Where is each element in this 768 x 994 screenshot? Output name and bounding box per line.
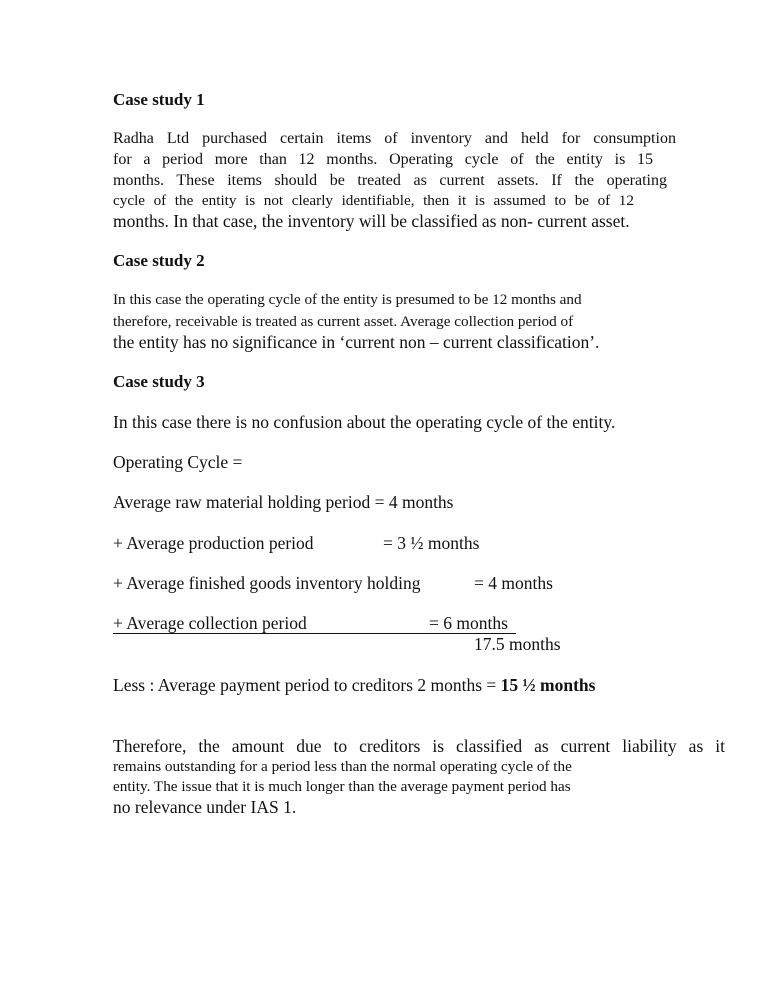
finished-goods-value: = 4 months (474, 573, 553, 593)
less-payment-period-label: Less : Average payment period to creditors 2 months = (113, 675, 501, 695)
case-study-1-line-4: cycle of the entity is not clearly identifiable, then it is assumed to be of 12 (113, 192, 634, 209)
collection-period-value: = 6 months (429, 613, 508, 633)
sum-underline (113, 633, 516, 634)
conclusion-line-4: no relevance under IAS 1. (113, 797, 297, 817)
word: certain (280, 130, 324, 147)
word: held (521, 130, 549, 147)
case-study-1-line-3: months. These items should be treated as current assets. If the operating (113, 172, 667, 189)
conclusion-line-1: Therefore, the amount due to creditors is classified as current liability as it (113, 736, 725, 756)
case-study-2-line-2: therefore, receivable is treated as current asset. Average collection period of (113, 313, 574, 330)
case-study-2-line-1: In this case the operating cycle of the entity is presumed to be 12 months and (113, 291, 582, 308)
finished-goods-label: + Average finished goods inventory holding (113, 573, 421, 593)
case-study-1-line-5: months. In that case, the inventory will be classified as non- current asset. (113, 211, 630, 231)
operating-cycle-total: 17.5 months (474, 634, 561, 654)
production-period-label: + Average production period (113, 533, 314, 553)
production-period-value: = 3 ½ months (383, 533, 480, 553)
case-study-3-heading: Case study 3 (113, 372, 205, 391)
collection-period-label: + Average collection period (113, 613, 307, 633)
case-study-2-line-3: the entity has no significance in ‘current non – current classification’. (113, 332, 600, 352)
word: items (336, 130, 372, 147)
less-payment-period-row (113, 675, 595, 696)
case-study-3-intro: In this case there is no confusion about the operating cycle of the entity. (113, 412, 616, 432)
case-study-1-line-2: for a period more than 12 months. Operating cycle of the entity is 15 (113, 151, 653, 168)
conclusion-line-2: remains outstanding for a period less than the normal operating cycle of the (113, 758, 572, 775)
word: and (484, 130, 509, 147)
net-operating-cycle-result: 15 ½ months (500, 675, 596, 695)
word: Radha (113, 130, 154, 147)
word: inventory (410, 130, 472, 147)
word: for (561, 130, 581, 147)
operating-cycle-label: Operating Cycle = (113, 452, 243, 472)
raw-material-row: Average raw material holding period = 4 months (113, 492, 454, 512)
case-study-2-heading: Case study 2 (113, 251, 205, 270)
word: Ltd (166, 130, 190, 147)
case-study-1-heading: Case study 1 (113, 90, 205, 109)
case-study-1-line-1 (113, 130, 676, 148)
word: purchased (202, 130, 267, 147)
word: consumption (593, 130, 676, 147)
word: of (384, 130, 398, 147)
conclusion-line-3: entity. The issue that it is much longer than the average payment period has (113, 778, 571, 795)
